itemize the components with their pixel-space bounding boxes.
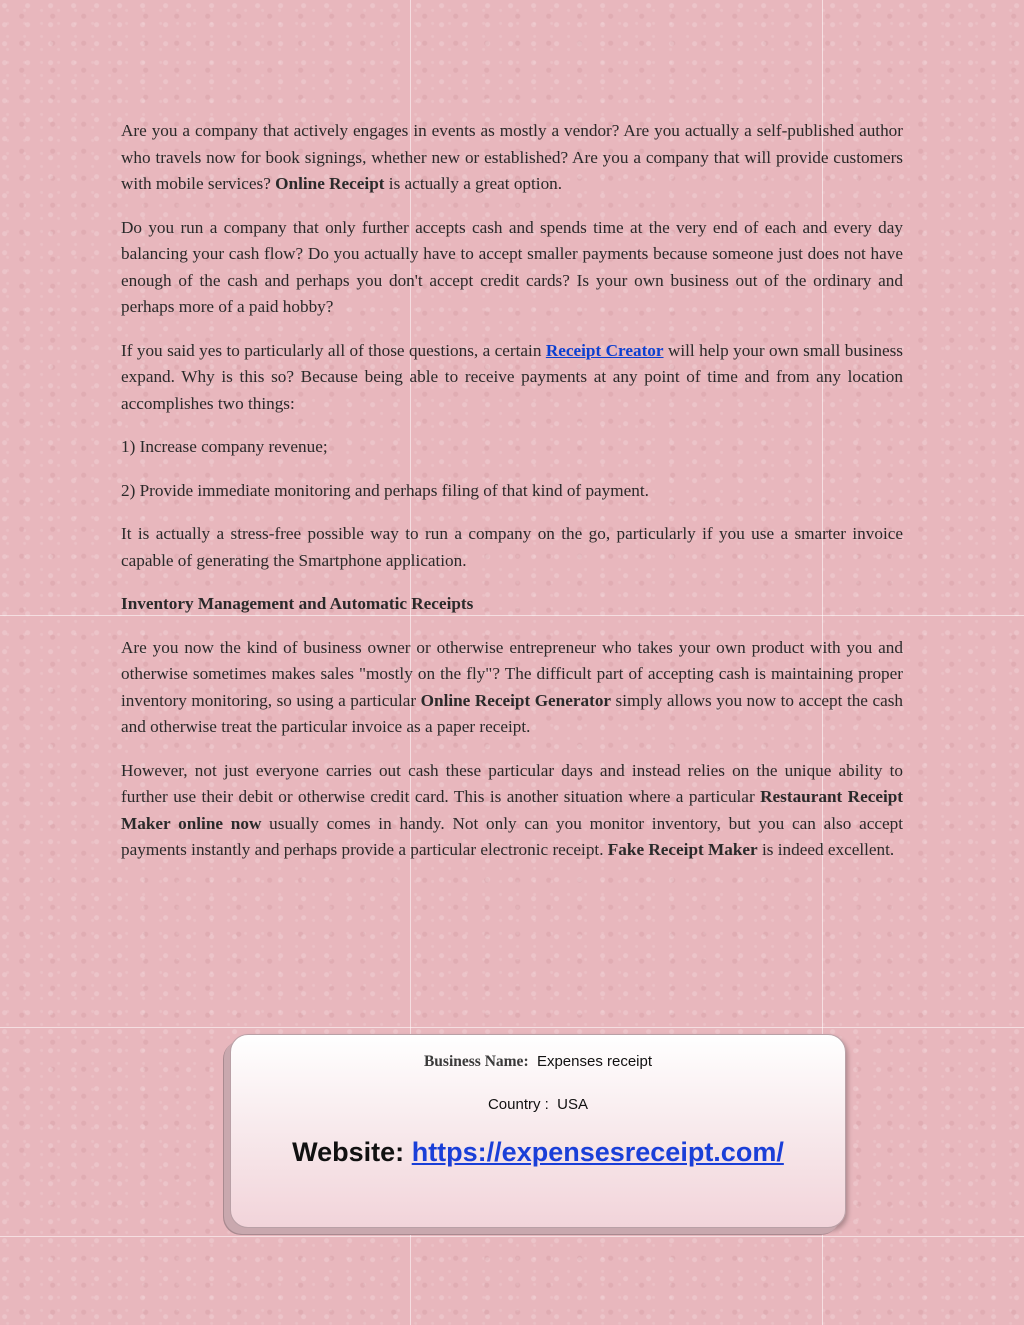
fake-receipt-maker-keyword: Fake Receipt Maker: [607, 840, 758, 859]
online-receipt-generator-keyword: Online Receipt Generator: [420, 690, 612, 710]
section-heading: Inventory Management and Automatic Receipts: [121, 594, 474, 613]
paragraph-text: usually comes in handy. Not only can you monitor inventory, but you can also accept payments instantly and perhaps provide a particular electronic receipt.: [121, 813, 903, 859]
grid-line-horizontal-2: [0, 1027, 1024, 1028]
website-link[interactable]: https://expensesreceipt.com/: [411, 1137, 784, 1167]
paragraph-text: simply allows you now to accept the cash and otherwise treat the particular invoice as a paper receipt.: [121, 690, 903, 736]
list-item-2: 2) Provide immediate monitoring and perhaps filing of that kind of payment.: [121, 480, 649, 500]
paragraph-text: However, not just everyone carries out cash these particular days and instead relies on the unique ability to further use their debit or otherwise credit card. This is another situation where a particular: [121, 760, 903, 806]
website-label: Website:: [292, 1137, 405, 1167]
paragraph-text: will help your own small business expand. Why is this so? Because being able to receive payments at any point of time and from any location accomplishes two things:: [121, 340, 903, 413]
website-row: [231, 1137, 845, 1168]
paragraph-intro: [121, 118, 903, 198]
paragraph-cash-flow: Do you run a company that only further accepts cash and spends time at the very end of each and every day balancing your cash flow? Do you actually have to accept smaller payments because someone just does not have enough of the cash and perhaps you don't accept credit cards? Is your own business out of the ordinary and perhaps more of a paid hobby?: [121, 217, 903, 316]
list-item-1: 1) Increase company revenue;: [121, 437, 328, 456]
paragraph-text: is indeed excellent.: [757, 840, 895, 859]
online-receipt-keyword: Online Receipt: [275, 174, 385, 193]
business-name-label: Business Name:: [423, 1053, 529, 1070]
paragraph-text: Are you now the kind of business owner or otherwise entrepreneur who takes your own product with you and otherwise sometimes makes sales "mostly on the fly"? The difficult part of accepting cash is maintaining proper inventory monitoring, so using a particular: [121, 637, 903, 710]
grid-line-horizontal-3: [0, 1236, 1024, 1237]
business-name-value: Expenses receipt: [536, 1053, 653, 1070]
restaurant-receipt-maker-keyword: Restaurant Receipt Maker online now: [121, 787, 904, 833]
paragraph-text: is actually a great option.: [384, 174, 563, 193]
paragraph-stress-free: It is actually a stress-free possible way to run a company on the go, particularly if you use a smarter invoice capable of generating the Smartphone application.: [121, 524, 903, 570]
country-row: [231, 1096, 845, 1113]
paragraph-text: If you said yes to particularly all of those questions, a certain: [121, 340, 546, 360]
paragraph-receipt-creator: [121, 338, 903, 418]
business-name-row: [231, 1053, 845, 1071]
country-label: Country :: [487, 1096, 549, 1113]
paragraph-card-payments: [121, 758, 903, 864]
receipt-creator-link[interactable]: Receipt Creator: [545, 340, 664, 360]
country-value: USA: [557, 1096, 589, 1113]
paragraph-inventory: [121, 635, 903, 741]
paragraph-text: Are you a company that actively engages in events as mostly a vendor? Are you actually a self-published author who travels now for book signings, whether new or established? Are you a company that will provide customers with mobile services?: [121, 121, 903, 193]
article-body: [121, 118, 903, 881]
business-info-card: [230, 1034, 846, 1228]
